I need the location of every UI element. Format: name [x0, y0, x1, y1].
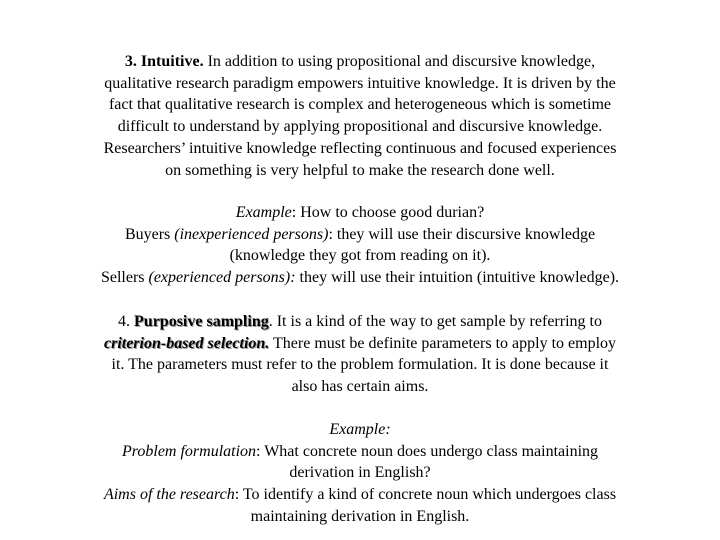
section-3-heading: 3. Intuitive. [124, 53, 204, 70]
example-2-aims: Aims of the research: To identify a kind of concrete noun which undergoes class [103, 486, 617, 504]
section-3-line-5: Researchers’ intuitive knowledge reflecting continuous and focused experiences [103, 139, 617, 157]
buyers-qualifier: (inexperienced persons) [174, 225, 329, 243]
section-4-line-2: criterion-based selection. There must be definite parameters to apply to employ [103, 334, 617, 352]
section-4-line-4: also has certain aims. [291, 378, 429, 396]
section-3-line-4: difficult to understand by applying propositional and discursive knowledge. [117, 118, 603, 136]
section-3-line-6: on something is very helpful to make the research done well. [165, 161, 555, 179]
example-2 [60, 419, 660, 528]
section-3-line-1: 3. Intuitive. In addition to using propositional and discursive knowledge, [124, 53, 596, 70]
section-4-heading: Purposive sampling [134, 313, 269, 330]
example-1-label: Example [235, 204, 292, 221]
section-3-line-2: qualitative research paradigm empowers intuitive knowledge. It is driven by the [104, 74, 616, 92]
example-2-label: Example: [329, 421, 391, 438]
sellers-qualifier: (experienced persons): [148, 269, 296, 287]
example-2-problem-cont: derivation in English? [289, 464, 431, 482]
example-2-problem: Problem formulation: What concrete noun does undergo class maintaining [121, 442, 599, 460]
example-2-aims-cont: maintaining derivation in English. [250, 507, 470, 525]
criterion-based-selection-term: criterion-based selection. [103, 334, 270, 352]
section-4-line-3: it. The parameters must refer to the problem formulation. It is done because it [111, 356, 609, 374]
example-1-buyers-cont: (knowledge they got from reading on it). [229, 247, 491, 265]
example-1-question: Example: How to choose good durian? [235, 204, 485, 221]
problem-formulation-label: Problem formulation [121, 442, 257, 460]
example-1-sellers: Sellers (experienced persons): they will use their intuition (intuitive knowledge). [100, 269, 620, 287]
example-1 [60, 202, 660, 289]
section-3-intuitive [60, 51, 660, 181]
section-4-line-1: 4. Purposive sampling. It is a kind of the way to get sample by referring to [118, 313, 602, 330]
section-4-purposive-sampling [60, 311, 660, 398]
example-1-buyers: Buyers (inexperienced persons): they will use their discursive knowledge [124, 225, 596, 243]
section-3-line-3: fact that qualitative research is complex and heterogeneous which is sometime [108, 96, 612, 114]
aims-label: Aims of the research [103, 486, 235, 504]
